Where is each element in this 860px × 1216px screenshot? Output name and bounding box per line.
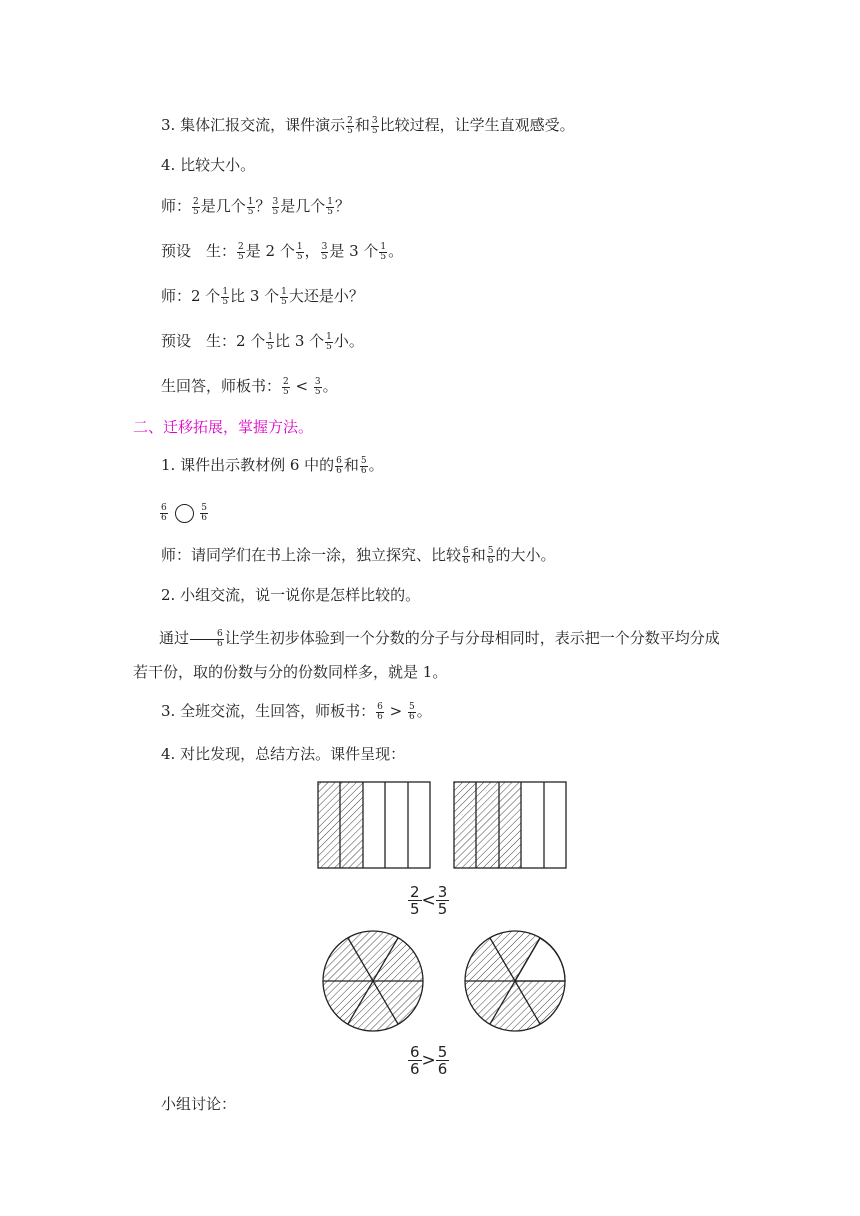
comparison-circles [408,1044,449,1077]
text: 是几个 [200,197,246,215]
fraction: $\frac{5}{6}$ [201,502,208,523]
fraction: $\frac{2}{5}$ [283,376,289,397]
fraction: $\frac{2}{5}$ [238,241,244,262]
circle-six-sixths [323,931,423,1031]
fraction: $\frac{3}{5}$ [314,376,321,397]
comparison-sign: < [295,377,309,395]
example-4: 4. 对比发现，总结方法。课件呈现： [161,745,406,763]
text: 让学生初步体验到一个分数的分子与分母相同时，表示把一个分数平均分成若干份，取的份数与分的份数同样多，就是 1。 [133,629,720,681]
text: 师：请同学们在书上涂一涂，独立探究、比较 [161,546,462,564]
text: 。 [416,702,432,720]
fraction: $\frac{6}{6}$ [190,630,224,649]
text: 1. 课件出示教材例 6 中的 [161,456,335,474]
fraction: $\frac{2}{5}$ [410,883,420,918]
fraction: $\frac{5}{6}$ [408,701,415,722]
fraction: $\frac{5}{6}$ [437,1043,448,1078]
line-4: 4. 比较大小。 [161,156,256,174]
fraction: $\frac{2}{5}$ [193,196,199,217]
fraction: $\frac{1}{5}$ [281,286,287,307]
text: 和 [470,546,486,564]
comparison-rectangles [408,884,449,917]
text: 师： [161,197,192,215]
text: 比 3 个 [230,287,280,305]
fraction: $\frac{5}{6}$ [360,455,367,476]
text: 是几个 [280,197,326,215]
text: ？ [335,197,351,215]
rect-three-fifths [454,782,566,868]
comparison-sign: > [421,1050,436,1071]
circle-five-sixths [465,931,565,1031]
comparison-sign: < [421,890,436,911]
fraction: $\frac{1}{5}$ [327,196,333,217]
fraction: $\frac{1}{5}$ [222,286,229,307]
text: 大还是小？ [288,287,364,305]
fraction: $\frac{1}{5}$ [296,241,303,262]
text: 。 [368,456,384,474]
text: 3. 集体汇报交流，课件演示 [161,116,346,134]
comparison-sign: > [389,702,403,720]
fraction: $\frac{1}{5}$ [326,331,332,352]
text: 。 [322,377,338,395]
fraction: $\frac{6}{6}$ [463,545,469,566]
text: 。 [388,242,404,260]
fraction: $\frac{3}{5}$ [371,115,378,136]
fraction: $\frac{3}{5}$ [321,241,328,262]
text: 3. 全班交流，生回答，师板书： [161,702,376,720]
rect-two-fifths [318,782,430,868]
fraction: $\frac{6}{6}$ [161,502,167,523]
text: 小。 [333,332,364,350]
text: ？ [255,197,271,215]
fraction: $\frac{1}{5}$ [267,331,274,352]
text: 预设 生： [161,242,237,260]
fraction: $\frac{6}{6}$ [336,455,342,476]
text: 是 2 个 [245,242,295,260]
fraction: $\frac{6}{6}$ [377,701,383,722]
text: 比 3 个 [275,332,325,350]
fraction: $\frac{3}{5}$ [437,883,448,918]
fraction: $\frac{1}{5}$ [380,241,387,262]
fraction: $\frac{1}{5}$ [247,196,254,217]
fraction: $\frac{5}{6}$ [487,545,494,566]
text: 生回答，师板书： [161,377,282,395]
text: 预设 生：2 个 [161,332,266,350]
text: 和 [343,456,359,474]
text: 通过 [159,629,190,647]
section-heading: 二、迁移拓展，掌握方法。 [133,418,314,436]
group-discussion: 小组讨论： [161,1095,237,1113]
text: 师：2 个 [161,287,221,305]
text: 比较过程，让学生直观感受。 [379,116,575,134]
fraction: $\frac{6}{6}$ [410,1043,420,1078]
text: 的大小。 [495,546,556,564]
text: ， [304,242,320,260]
fraction: $\frac{3}{5}$ [272,196,279,217]
example-2: 2. 小组交流，说一说你是怎样比较的。 [161,586,421,604]
text: 和 [354,116,370,134]
text: 是 3 个 [329,242,379,260]
fraction: $\frac{2}{5}$ [347,115,353,136]
